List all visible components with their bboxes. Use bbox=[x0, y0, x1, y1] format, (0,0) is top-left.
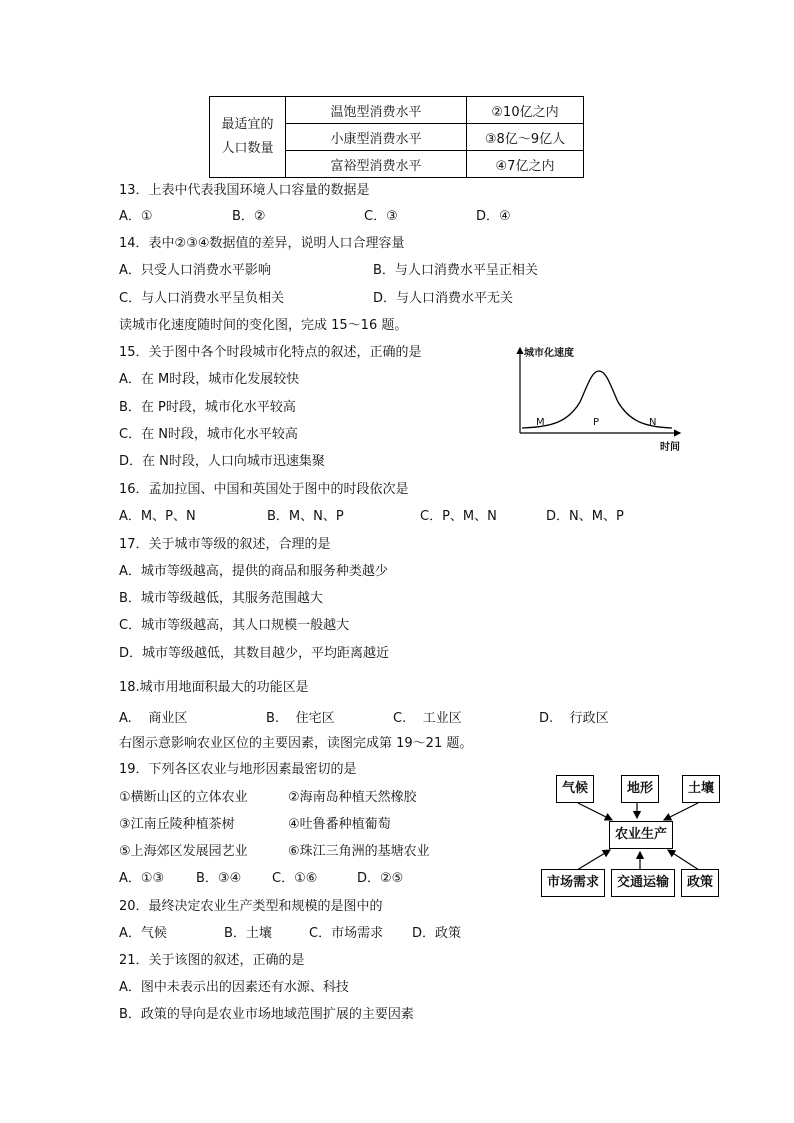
q14-option-a: A．只受人口消费水平影响 bbox=[119, 263, 271, 278]
chart-y-label: 城市化速度 bbox=[524, 348, 574, 359]
q14-option-c: C．与人口消费水平呈负相关 bbox=[119, 291, 285, 306]
q19-item-6: ⑥珠江三角洲的基塘农业 bbox=[288, 844, 430, 859]
q14-option-d: D．与人口消费水平无关 bbox=[373, 291, 514, 306]
q19-item-5: ⑤上海郊区发展园艺业 bbox=[119, 844, 248, 859]
q19-option-d: D．②⑤ bbox=[357, 871, 404, 886]
arrow-climate bbox=[578, 803, 612, 820]
terrain-box: 地形 bbox=[621, 775, 659, 803]
q18-option-c: C. 工业区 bbox=[393, 711, 462, 726]
q19-item-2: ②海南岛种植天然橡胶 bbox=[288, 790, 417, 805]
table-cell-level: 小康型消费水平 bbox=[286, 124, 467, 151]
question-15-stem: 15．关于图中各个时段城市化特点的叙述，正确的是 bbox=[119, 345, 422, 360]
market-demand-box: 市场需求 bbox=[541, 869, 605, 897]
q19-item-4: ④吐鲁番种植葡萄 bbox=[288, 817, 391, 832]
q21-option-b: B．政策的导向是农业市场地域范围扩展的主要因素 bbox=[119, 1007, 414, 1022]
table-cell-value: ③8亿～9亿人 bbox=[467, 124, 584, 151]
q18-option-b: B. 住宅区 bbox=[266, 711, 335, 726]
q21-option-a: A．图中未表示出的因素还有水源、科技 bbox=[119, 980, 349, 995]
q19-option-b: B．③④ bbox=[196, 871, 242, 886]
intro-15-16: 读城市化速度随时间的变化图，完成 15～16 题。 bbox=[119, 318, 408, 333]
q15-option-d: D．在 N时段，人口向城市迅速集聚 bbox=[119, 454, 325, 469]
q15-option-c: C．在 N时段，城市化水平较高 bbox=[119, 427, 298, 442]
chart-label-p: P bbox=[593, 417, 600, 428]
q18-option-a: A. 商业区 bbox=[119, 711, 188, 726]
q17-option-b: B．城市等级越低，其服务范围越大 bbox=[119, 591, 323, 606]
row-header-line2: 人口数量 bbox=[221, 141, 274, 156]
q20-option-c: C．市场需求 bbox=[309, 926, 384, 941]
q17-option-d: D．城市等级越低，其数目越少，平均距离越近 bbox=[119, 646, 390, 661]
question-17-stem: 17．关于城市等级的叙述，合理的是 bbox=[119, 537, 331, 552]
question-21-stem: 21．关于该图的叙述，正确的是 bbox=[119, 953, 305, 968]
population-capacity-table bbox=[209, 96, 584, 178]
question-20-stem: 20．最终决定农业生产类型和规模的是图中的 bbox=[119, 899, 383, 914]
q13-option-a: A．① bbox=[119, 209, 153, 224]
q13-option-d: D．④ bbox=[476, 209, 511, 224]
table-cell-level: 温饱型消费水平 bbox=[286, 97, 467, 124]
q15-option-b: B．在 P时段，城市化水平较高 bbox=[119, 400, 296, 415]
q20-option-d: D．政策 bbox=[412, 926, 462, 941]
q20-option-a: A．气候 bbox=[119, 926, 167, 941]
question-18-stem: 18.城市用地面积最大的功能区是 bbox=[119, 680, 309, 695]
q17-option-a: A．城市等级越高，提供的商品和服务种类越少 bbox=[119, 564, 388, 579]
climate-box: 气候 bbox=[556, 775, 594, 803]
q19-item-1: ①横断山区的立体农业 bbox=[119, 790, 248, 805]
q18-option-d: D. 行政区 bbox=[539, 711, 609, 726]
row-header-line1: 最适宜的 bbox=[221, 117, 274, 132]
agriculture-production-box: 农业生产 bbox=[609, 821, 673, 849]
chart-label-m: M bbox=[536, 417, 545, 428]
chart-label-n: N bbox=[649, 417, 657, 428]
q19-option-c: C．①⑥ bbox=[272, 871, 318, 886]
q13-option-c: C．③ bbox=[364, 209, 398, 224]
question-14-stem: 14．表中②③④数据值的差异，说明人口合理容量 bbox=[119, 236, 405, 251]
table-row-header bbox=[210, 97, 286, 178]
table-cell-level: 富裕型消费水平 bbox=[286, 151, 467, 178]
q16-option-c: C．P、M、N bbox=[420, 509, 497, 524]
q15-option-a: A．在 M时段，城市化发展较快 bbox=[119, 372, 300, 387]
q17-option-c: C．城市等级越高，其人口规模一般越大 bbox=[119, 618, 350, 633]
agriculture-factors-diagram bbox=[540, 770, 722, 900]
arrow-policy bbox=[668, 850, 699, 870]
policy-box: 政策 bbox=[681, 869, 719, 897]
q13-option-b: B．② bbox=[232, 209, 266, 224]
arrow-market bbox=[577, 850, 610, 870]
question-19-stem: 19．下列各区农业与地形因素最密切的是 bbox=[119, 762, 357, 777]
chart-x-label: 时间 bbox=[660, 442, 680, 453]
q14-option-b: B．与人口消费水平呈正相关 bbox=[373, 263, 538, 278]
table-cell-value: ④7亿之内 bbox=[467, 151, 584, 178]
intro-19-21: 右图示意影响农业区位的主要因素，读图完成第 19～21 题。 bbox=[119, 736, 473, 751]
arrow-soil bbox=[664, 803, 698, 820]
q16-option-b: B．M、N、P bbox=[267, 509, 344, 524]
q19-option-a: A．①③ bbox=[119, 871, 165, 886]
q20-option-b: B．土壤 bbox=[224, 926, 272, 941]
transport-box: 交通运输 bbox=[611, 869, 675, 897]
q16-option-d: D．N、M、P bbox=[546, 509, 624, 524]
soil-box: 土壤 bbox=[682, 775, 720, 803]
table-cell-value: ②10亿之内 bbox=[467, 97, 584, 124]
q16-option-a: A．M、P、N bbox=[119, 509, 196, 524]
urbanization-speed-chart bbox=[512, 340, 688, 456]
question-16-stem: 16．孟加拉国、中国和英国处于图中的时段依次是 bbox=[119, 482, 409, 497]
question-13-stem: 13．上表中代表我国环境人口容量的数据是 bbox=[119, 183, 370, 198]
q19-item-3: ③江南丘陵种植茶树 bbox=[119, 817, 235, 832]
